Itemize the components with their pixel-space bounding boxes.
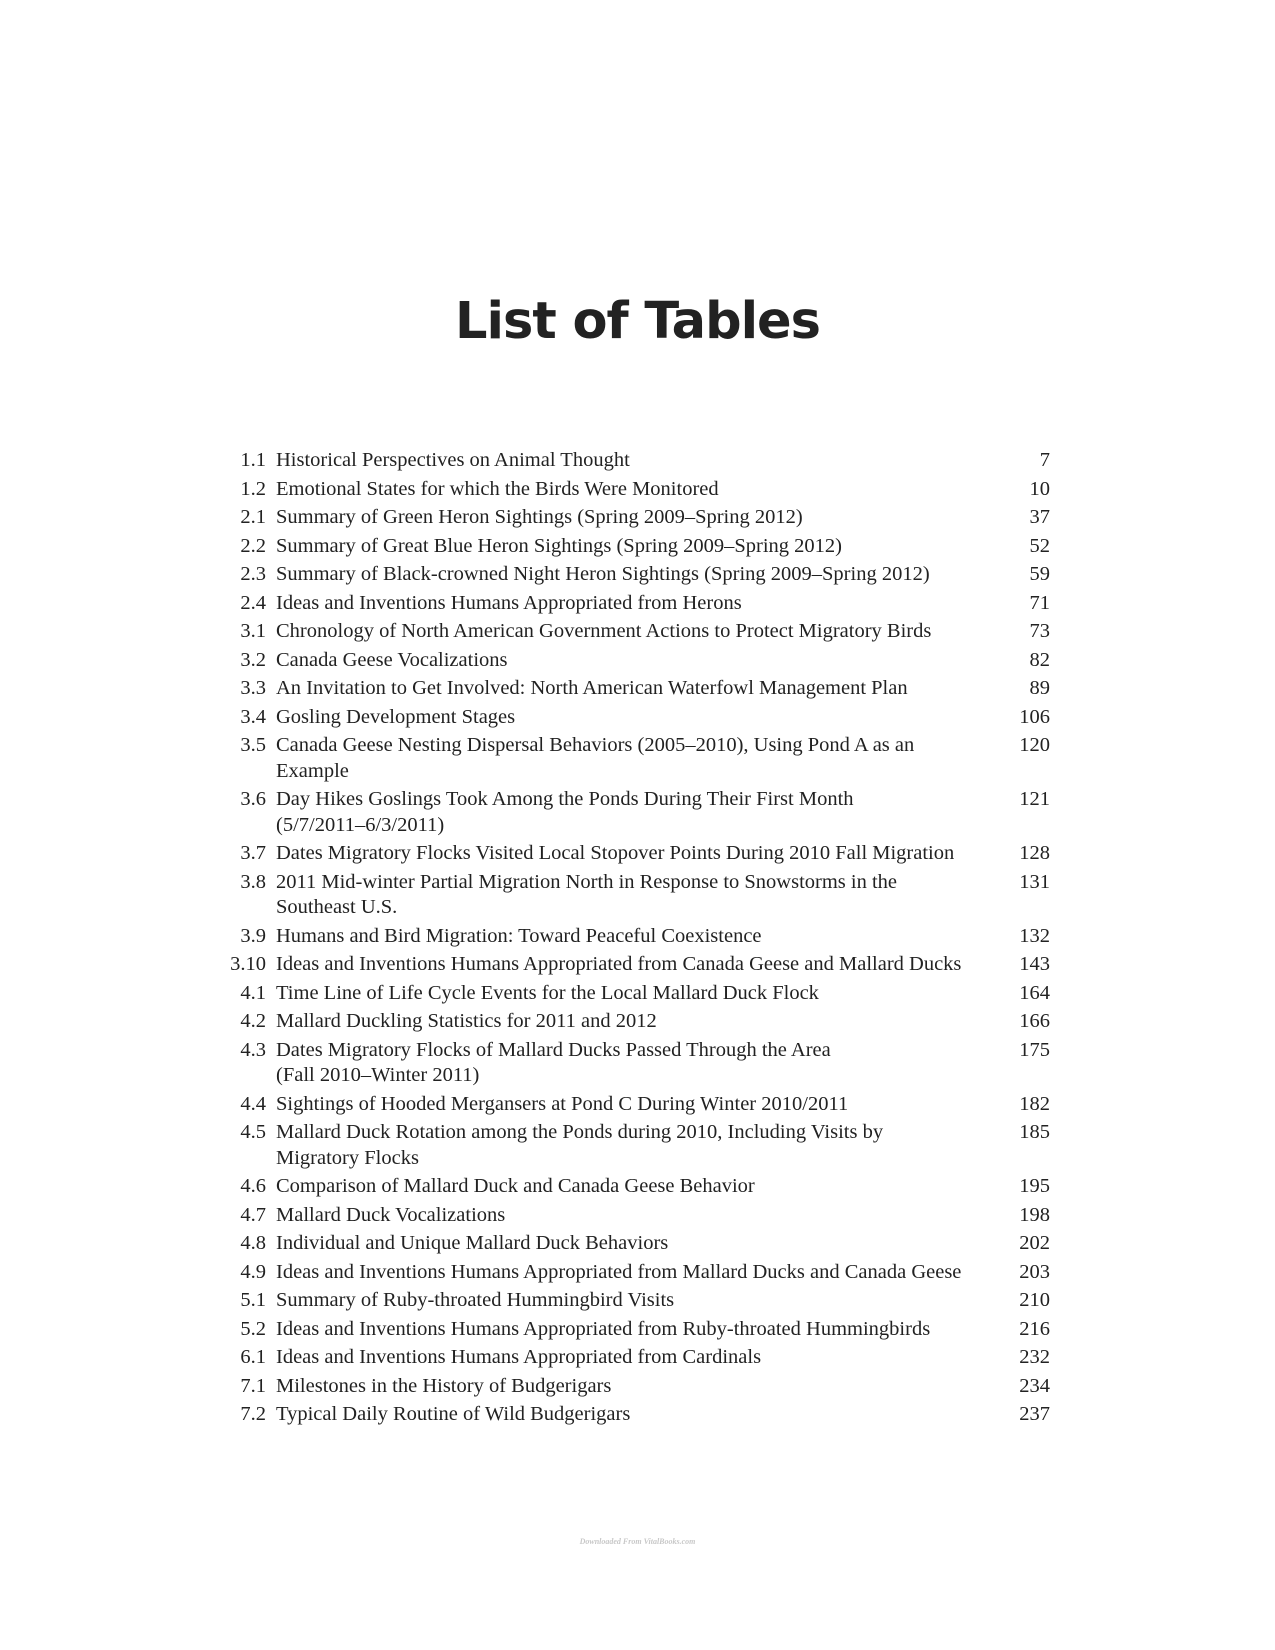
table-number: 3.1 — [240, 620, 266, 642]
page-number: 121 — [1019, 788, 1050, 810]
table-title — [276, 705, 984, 731]
table-number: 1.1 — [240, 449, 266, 471]
table-title-text: Summary of Ruby-throated Hummingbird Visits — [276, 1289, 675, 1311]
page-number: 131 — [1019, 870, 1050, 893]
table-title-text: Humans and Bird Migration: Toward Peaceful Coexistence — [276, 924, 762, 947]
table-title — [276, 1317, 984, 1343]
table-number: 3.2 — [240, 648, 266, 671]
page-number: 175 — [1019, 1038, 1050, 1061]
table-entry[interactable] — [220, 648, 1050, 674]
table-title — [276, 648, 984, 674]
table-title-text: Summary of Green Heron Sightings (Spring 2009–Spring 2012) — [276, 506, 803, 528]
table-title — [276, 676, 984, 702]
table-title-text: Mallard Duck Vocalizations — [276, 1203, 506, 1226]
table-title — [276, 505, 984, 531]
table-entry[interactable] — [220, 619, 1050, 645]
page-title: List of Tables — [454, 292, 820, 351]
table-entry[interactable] — [220, 705, 1050, 731]
page-number: 132 — [1019, 924, 1050, 947]
table-title — [276, 448, 984, 474]
table-entry[interactable] — [220, 981, 1050, 1007]
table-entry[interactable] — [220, 1009, 1050, 1035]
table-title-text: Dates Migratory Flocks of Mallard Ducks Passed Through the Area — [276, 1038, 831, 1061]
table-number: 3.7 — [240, 842, 266, 864]
table-entry[interactable] — [220, 787, 1050, 838]
table-entry[interactable] — [220, 1092, 1050, 1118]
table-title — [276, 1374, 984, 1400]
table-title — [276, 870, 984, 921]
table-number: 2.3 — [240, 563, 266, 585]
table-title-text: Sightings of Hooded Mergansers at Pond C During Winter 2010/2011 — [276, 1092, 849, 1115]
table-number: 4.6 — [240, 1175, 266, 1197]
page-number: 234 — [1019, 1374, 1050, 1397]
table-entry[interactable] — [220, 562, 1050, 588]
table-title — [276, 562, 984, 588]
table-number: 3.6 — [240, 788, 266, 810]
table-number: 3.9 — [240, 924, 266, 947]
table-entry[interactable] — [220, 924, 1050, 950]
table-title — [276, 1288, 984, 1314]
table-entry[interactable] — [220, 1174, 1050, 1200]
table-entry[interactable] — [220, 1120, 1050, 1171]
page-number: 232 — [1019, 1346, 1050, 1368]
table-number: 2.1 — [240, 506, 266, 528]
table-title-text: Summary of Great Blue Heron Sightings (Spring 2009–Spring 2012) — [276, 534, 842, 557]
page-number: 210 — [1019, 1289, 1050, 1311]
table-number: 3.10 — [230, 953, 266, 975]
table-number: 4.2 — [240, 1010, 266, 1032]
table-title-text: Milestones in the History of Budgerigars — [276, 1374, 612, 1397]
table-title-text: Gosling Development Stages — [276, 705, 516, 728]
table-title — [276, 733, 984, 784]
page-number: 203 — [1019, 1260, 1050, 1283]
page-number: 166 — [1019, 1010, 1050, 1032]
table-entry[interactable] — [220, 1402, 1050, 1428]
table-entry[interactable] — [220, 952, 1050, 978]
table-number: 5.1 — [240, 1289, 266, 1311]
page-number: 120 — [1019, 734, 1050, 756]
table-number: 4.1 — [240, 981, 266, 1004]
table-title-text: Canada Geese Nesting Dispersal Behaviors (2005–2010), Using Pond A as an Example — [276, 734, 915, 782]
table-title — [276, 1203, 984, 1229]
table-entry[interactable] — [220, 591, 1050, 617]
table-title — [276, 952, 984, 978]
table-title — [276, 787, 984, 838]
table-title-text: Comparison of Mallard Duck and Canada Geese Behavior — [276, 1175, 755, 1197]
table-title-text: Canada Geese Vocalizations — [276, 648, 508, 671]
page-number: 216 — [1019, 1317, 1050, 1340]
page-number: 237 — [1019, 1403, 1050, 1425]
table-title-text: Individual and Unique Mallard Duck Behaviors — [276, 1232, 669, 1254]
table-entry[interactable] — [220, 448, 1050, 474]
table-title — [276, 534, 984, 560]
table-entry[interactable] — [220, 676, 1050, 702]
table-title — [276, 1092, 984, 1118]
page-number: 82 — [1029, 648, 1050, 671]
table-title-text: Ideas and Inventions Humans Appropriated from Cardinals — [276, 1346, 762, 1368]
table-title — [276, 1174, 984, 1200]
table-entry[interactable] — [220, 733, 1050, 784]
table-title-continuation: Migratory Flocks — [276, 1146, 419, 1169]
table-title — [276, 1038, 984, 1089]
table-number: 2.4 — [240, 591, 266, 614]
page-number: 202 — [1019, 1232, 1050, 1254]
page-number: 185 — [1019, 1121, 1050, 1143]
table-number: 4.7 — [240, 1203, 266, 1226]
table-title-text: Chronology of North American Government Actions to Protect Migratory Birds — [276, 620, 932, 642]
table-title — [276, 619, 984, 645]
table-entry[interactable] — [220, 1374, 1050, 1400]
table-title-text: 2011 Mid-winter Partial Migration North in Response to Snowstorms in the — [276, 870, 898, 893]
table-title-continuation: (5/7/2011–6/3/2011) — [276, 813, 445, 836]
table-entry[interactable] — [220, 1345, 1050, 1371]
page-number: 143 — [1019, 953, 1050, 975]
page-number: 164 — [1019, 981, 1050, 1004]
table-title-text: Day Hikes Goslings Took Among the Ponds During Their First Month — [276, 788, 854, 810]
table-title-continuation: Southeast U.S. — [276, 896, 398, 918]
table-title-text: An Invitation to Get Involved: North American Waterfowl Management Plan — [276, 677, 908, 699]
page-number: 128 — [1019, 842, 1050, 864]
table-title-text: Time Line of Life Cycle Events for the Local Mallard Duck Flock — [276, 981, 819, 1004]
table-title-text: Typical Daily Routine of Wild Budgerigars — [276, 1403, 631, 1425]
table-title-text: Ideas and Inventions Humans Appropriated from Canada Geese and Mallard Ducks — [276, 953, 962, 975]
table-number: 7.1 — [240, 1374, 266, 1397]
table-title — [276, 924, 984, 950]
table-number: 3.5 — [240, 734, 266, 756]
table-number: 4.8 — [240, 1232, 266, 1254]
table-title-text: Ideas and Inventions Humans Appropriated from Herons — [276, 591, 742, 614]
table-title — [276, 1402, 984, 1428]
page-number: 7 — [1039, 449, 1050, 471]
table-entry[interactable] — [220, 1038, 1050, 1089]
page-number: 71 — [1029, 591, 1050, 614]
page-number: 182 — [1019, 1092, 1050, 1115]
table-number: 3.3 — [240, 677, 266, 699]
table-entry[interactable] — [220, 1260, 1050, 1286]
table-entry[interactable] — [220, 1203, 1050, 1229]
page-number: 106 — [1019, 705, 1050, 728]
table-number: 2.2 — [240, 534, 266, 557]
table-number: 4.5 — [240, 1121, 266, 1143]
table-title — [276, 1009, 984, 1035]
table-title — [276, 1120, 984, 1171]
table-title — [276, 1260, 984, 1286]
page-number: 52 — [1029, 534, 1050, 557]
table-title — [276, 1231, 984, 1257]
table-title-text: Mallard Duck Rotation among the Ponds during 2010, Including Visits by — [276, 1121, 884, 1143]
table-list — [220, 448, 1050, 1431]
page-number: 195 — [1019, 1175, 1050, 1197]
table-number: 6.1 — [240, 1346, 266, 1368]
table-number: 3.8 — [240, 870, 266, 893]
table-title — [276, 591, 984, 617]
table-number: 4.9 — [240, 1260, 266, 1283]
table-entry[interactable] — [220, 1288, 1050, 1314]
page-number: 10 — [1029, 477, 1050, 500]
table-entry[interactable] — [220, 477, 1050, 503]
table-title-text: Mallard Duckling Statistics for 2011 and 2012 — [276, 1010, 657, 1032]
table-title-text: Ideas and Inventions Humans Appropriated from Mallard Ducks and Canada Geese — [276, 1260, 962, 1283]
table-number: 7.2 — [240, 1403, 266, 1425]
table-title — [276, 477, 984, 503]
table-title-text: Emotional States for which the Birds Were Monitored — [276, 477, 719, 500]
table-entry[interactable] — [220, 870, 1050, 921]
page-number: 59 — [1029, 563, 1050, 585]
table-number: 3.4 — [240, 705, 266, 728]
table-title-continuation: (Fall 2010–Winter 2011) — [276, 1064, 480, 1086]
page-number: 198 — [1019, 1203, 1050, 1226]
table-number: 1.2 — [240, 477, 266, 500]
table-entry[interactable] — [220, 841, 1050, 867]
table-number: 4.3 — [240, 1038, 266, 1061]
table-title-text: Historical Perspectives on Animal Thought — [276, 449, 630, 471]
table-title — [276, 841, 984, 867]
page-number: 37 — [1029, 506, 1050, 528]
download-watermark: Downloaded From VitalBooks.com — [579, 1537, 696, 1546]
page-number: 89 — [1029, 677, 1050, 699]
table-title-text: Summary of Black-crowned Night Heron Sightings (Spring 2009–Spring 2012) — [276, 563, 930, 585]
table-entry[interactable] — [220, 1317, 1050, 1343]
table-title — [276, 1345, 984, 1371]
table-number: 5.2 — [240, 1317, 266, 1340]
table-title — [276, 981, 984, 1007]
table-entry[interactable] — [220, 534, 1050, 560]
table-title-text: Ideas and Inventions Humans Appropriated from Ruby-throated Hummingbirds — [276, 1317, 931, 1340]
table-number: 4.4 — [240, 1092, 266, 1115]
table-entry[interactable] — [220, 1231, 1050, 1257]
page-number: 73 — [1029, 620, 1050, 642]
table-entry[interactable] — [220, 505, 1050, 531]
table-title-text: Dates Migratory Flocks Visited Local Stopover Points During 2010 Fall Migration — [276, 842, 955, 864]
